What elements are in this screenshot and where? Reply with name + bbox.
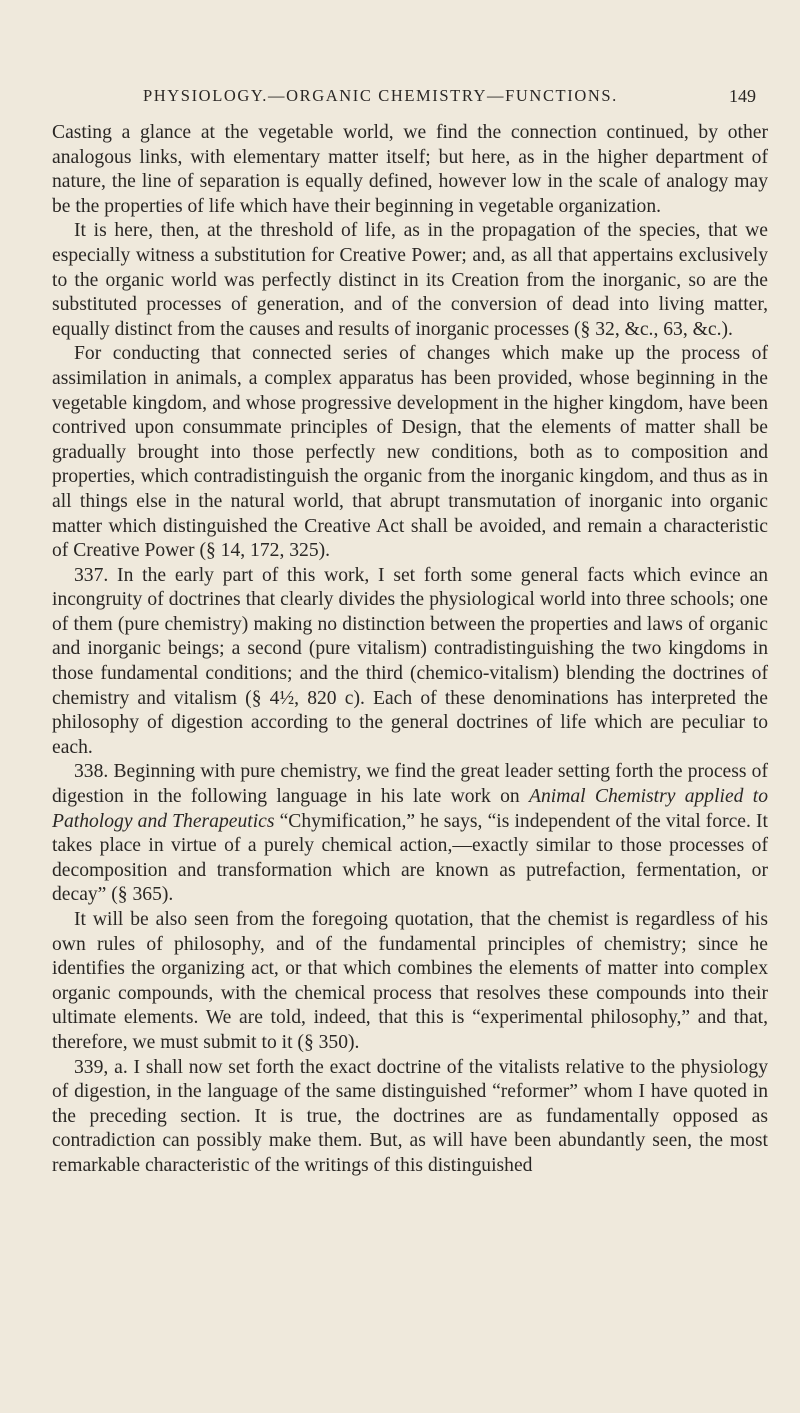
running-title: PHYSIOLOGY.—ORGANIC CHEMISTRY—FUNCTIONS. <box>143 86 618 105</box>
body-text <box>52 121 768 1179</box>
paragraph: It will be also seen from the foregoing quotation, that the chemist is regardless of his own rules of philosophy, and of the fundamental principles of chemistry; since he identifies the organizing act, or that which combines the elements of matter into complex organic compounds, with the chemical process that resolves these compounds into their ultimate elements. We are told, indeed, that this is “experimental philosophy,” and that, therefore, we must submit to it (§ 350). <box>52 909 768 1053</box>
paragraph: 337. In the early part of this work, I set forth some general facts which evince an incongruity of doctrines that clearly divides the physiological world into three schools; one of them (pure chemistry) making no distinction between the properties and laws of organic and inorganic beings; a second (pure vitalism) contradistinguishing the two kingdoms in those fundamental conditions; and the third (chemico-vitalism) blending the doctrines of chemistry and vitalism (§ 4½, 820 c). Each of these denominations has interpreted the philosophy of digestion according to the general doctrines of life which are peculiar to each. <box>52 564 768 758</box>
quotation-text: “Chymification,” he says, “is independent of the vital force. It takes place in virtue of a purely chemical action,—exactly similar to those processes of decomposition and transformation which are known as putrefaction, fermentation, or decay” (§ 365). <box>52 810 768 906</box>
paragraph: For conducting that connected series of changes which make up the process of assimilation in animals, a complex apparatus has been provided, whose beginning in the vegetable kingdom, and whose progressive development in the higher kingdom, have been contrived upon consummate principles of Design, that the elements of matter shall be gradually brought into those perfectly new conditions, both as to composition and properties, which contradistinguish the organic from the inorganic kingdom, and thus as in all things else in the natural world, that abrupt transmutation of inorganic into organic matter which distinguished the Creative Act shall be avoided, and remain a characteristic of Creative Power (§ 14, 172, 325). <box>52 343 768 562</box>
book-title-italic: Animal Chemistry applied to Pathology and Therapeutics <box>52 786 769 832</box>
paragraph <box>52 760 768 908</box>
running-head <box>0 86 800 110</box>
paragraph: 339, a. I shall now set forth the exact doctrine of the vitalists relative to the physiology of digestion, in the language of the same distinguished “reformer” whom I have quoted in the preceding section. It is true, the doctrines are as fundamentally opposed as contradiction can possibly make them. But, as will have been abundantly seen, the most remarkable characteristic of the writings of this distinguished <box>52 1056 768 1176</box>
page-number: 149 <box>729 86 756 106</box>
paragraph-text: 338. Beginning with pure chemistry, we find the great leader setting forth the process of digestion in the following language in his late work on <box>52 761 768 808</box>
paragraph: It is here, then, at the threshold of life, as in the propagation of the species, that we especially witness a substitution for Creative Power; and, as all that appertains exclusively to the organic world was perfectly distinct in its Creation from the inorganic, so are the substituted processes of generation, and of the conversion of dead into living matter, equally distinct from the causes and results of inorganic processes (§ 32, &c., 63, &c.). <box>52 220 768 340</box>
paragraph: Casting a glance at the vegetable world, we find the connection continued, by other analogous links, with elementary matter itself; but here, as in the higher department of nature, the line of separation is equally defined, however low in the scale of analogy may be the properties of life which have their beginning in vegetable organization. <box>52 122 768 217</box>
